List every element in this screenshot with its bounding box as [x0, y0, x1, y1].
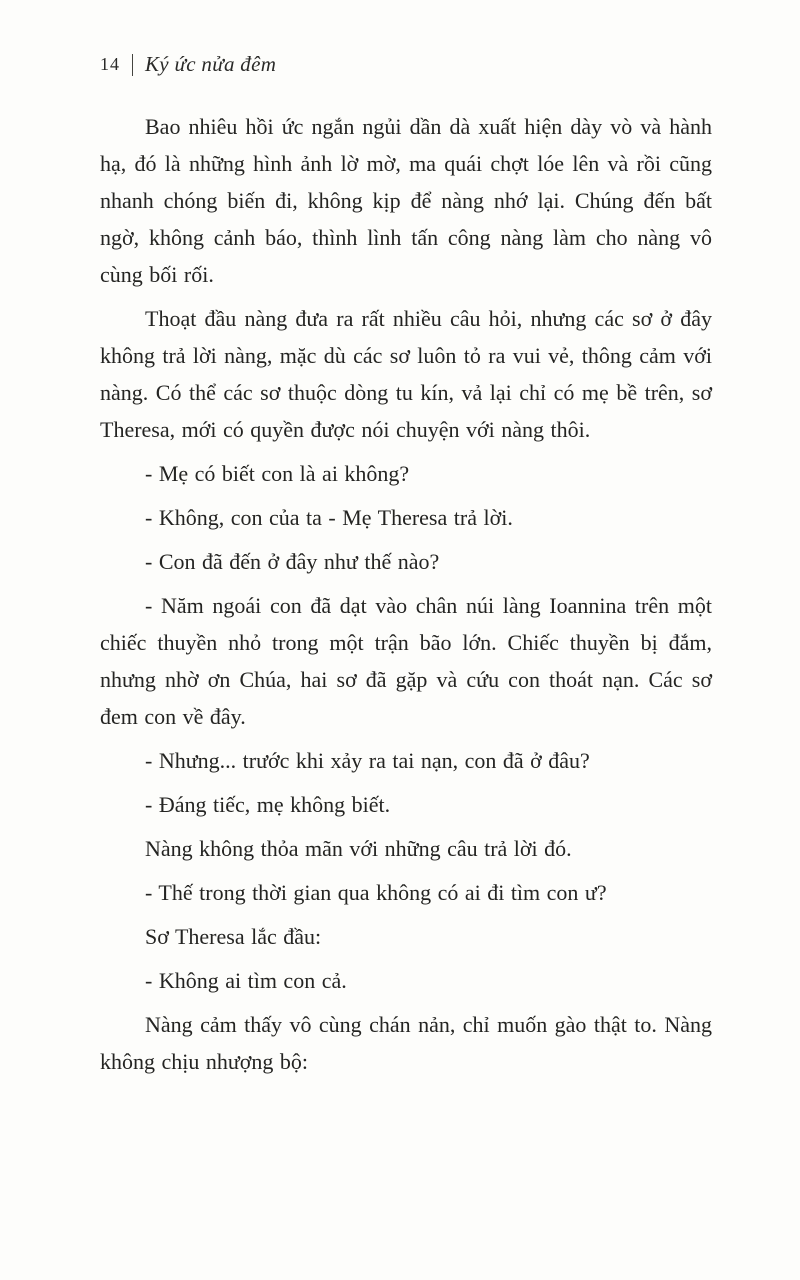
paragraph-dialogue: - Con đã đến ở đây như thế nào? [145, 549, 440, 574]
paragraph-dialogue: - Thế trong thời gian qua không có ai đi tìm con ư? [145, 880, 607, 905]
paragraph: Nàng cảm thấy vô cùng chán nản, chỉ muốn gào thật to. Nàng không chịu nhượng bộ: [100, 1012, 712, 1074]
paragraph-dialogue: - Không, con của ta - Mẹ Theresa trả lời. [145, 505, 513, 530]
paragraph-dialogue: - Năm ngoái con đã dạt vào chân núi làng Ioannina trên một chiếc thuyền nhỏ trong một trận bão lớn. Chiếc thuyền bị đắm, nhưng nhờ ơn Chúa, hai sơ đã gặp và cứu con thoát nạn. Các sơ đem con về đây. [100, 593, 712, 729]
paragraph: Thoạt đầu nàng đưa ra rất nhiều câu hỏi, nhưng các sơ ở đây không trả lời nàng, mặc dù các sơ luôn tỏ ra vui vẻ, thông cảm với nàng. Có thể các sơ thuộc dòng tu kín, vả lại chỉ có mẹ bề trên, sơ Theresa, mới có quyền được nói chuyện với nàng thôi. [100, 306, 712, 442]
paragraph: Sơ Theresa lắc đầu: [145, 924, 322, 949]
page-body [100, 108, 712, 1087]
page-header [100, 52, 712, 77]
header-divider [132, 54, 133, 76]
paragraph-dialogue: - Mẹ có biết con là ai không? [145, 461, 410, 486]
paragraph: Bao nhiêu hồi ức ngắn ngủi dần dà xuất hiện dày vò và hành hạ, đó là những hình ảnh lờ mờ, ma quái chợt lóe lên và rồi cũng nhanh chóng biến đi, không kịp để nàng nhớ lại. Chúng đến bất ngờ, không cảnh báo, thình lình tấn công nàng làm cho nàng vô cùng bối rối. [100, 114, 712, 287]
book-title: Ký ức nửa đêm [145, 52, 277, 76]
paragraph-dialogue: - Đáng tiếc, mẹ không biết. [145, 792, 391, 817]
page-number: 14 [100, 54, 120, 74]
paragraph-dialogue: - Không ai tìm con cả. [145, 968, 347, 993]
paragraph: Nàng không thỏa mãn với những câu trả lời đó. [145, 836, 572, 861]
paragraph-dialogue: - Nhưng... trước khi xảy ra tai nạn, con đã ở đâu? [145, 748, 590, 773]
